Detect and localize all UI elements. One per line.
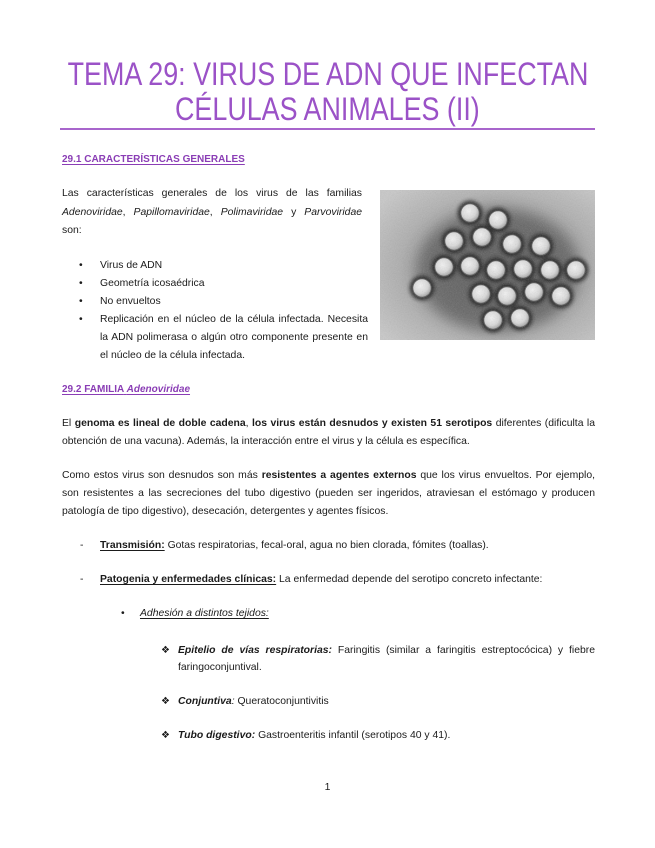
pathogenesis-item	[80, 571, 595, 589]
genome-paragraph	[62, 415, 595, 451]
virus-micrograph-image	[380, 190, 595, 340]
title-line-text: CÉLULAS ANIMALES (II)	[175, 91, 480, 127]
heading-prefix: 29.2 FAMILIA	[62, 384, 124, 395]
bullet-marker: •	[79, 260, 83, 271]
item-text: La enfermedad depende del serotipo concreto infectante:	[279, 574, 543, 585]
paragraph-text: Las características generales de los virus de las familias	[62, 188, 362, 199]
diamond-marker: ❖	[161, 696, 170, 707]
list-item-text: Replicación en el núcleo de la célula infectada. Necesita la ADN polimerasa o algún otro componente presente en el núcleo de la célula infectada.	[100, 314, 368, 361]
adhesion-subitem	[121, 605, 269, 623]
bold-term: los virus están desnudos y existen 51 serotipos	[252, 418, 493, 429]
tissue-label: Tubo digestivo:	[178, 730, 256, 741]
separator: ,	[209, 206, 213, 218]
list-item-text: No envueltos	[100, 296, 161, 307]
tissue-colon: :	[231, 696, 235, 707]
list-item	[79, 293, 368, 311]
section-heading-caracteristicas: 29.1 CARACTERÍSTICAS GENERALES	[62, 154, 245, 165]
item-label: Patogenia y enfermedades clínicas:	[100, 574, 277, 585]
title-line-text: TEMA 29: VIRUS DE ADN QUE INFECTAN	[67, 56, 588, 92]
dash-marker: -	[80, 540, 84, 551]
family-name: Adenoviridae	[62, 206, 123, 218]
diamond-marker: ❖	[161, 730, 170, 741]
micrograph-svg	[380, 190, 595, 340]
item-text: Gotas respiratorias, fecal-oral, agua no bien clorada, fómites (toallas).	[167, 540, 489, 551]
bullet-marker: •	[121, 608, 125, 619]
item-label: Transmisión:	[100, 540, 165, 551]
bullet-marker: •	[79, 296, 83, 307]
features-list	[79, 257, 368, 365]
intro-paragraph	[62, 185, 362, 241]
family-name: Parvoviridae	[304, 206, 363, 218]
tissue-label: Conjuntiva	[178, 696, 232, 707]
dash-marker: -	[80, 574, 84, 585]
list-item	[79, 257, 368, 275]
title-line	[60, 92, 595, 127]
paragraph-text: El	[62, 418, 72, 429]
grain-overlay	[380, 190, 595, 340]
paragraph-text: son:	[62, 225, 82, 236]
separator: ,	[122, 206, 126, 218]
tissue-item-digestive	[161, 727, 595, 744]
separator: y	[291, 206, 297, 218]
title-divider	[60, 128, 595, 130]
list-item	[79, 275, 368, 293]
tissue-item-respiratory	[161, 642, 596, 676]
page-number: 1	[324, 782, 331, 793]
resistance-paragraph	[62, 467, 595, 521]
tissue-label: Epitelio de vías respiratorias:	[178, 645, 332, 656]
paragraph-text: que los virus envueltos. Por ejemplo, son resistentes a las secreciones del tubo digestivo (pueden ser ingeridos, atraviesan el estómago y producen patología de tipo digestivo), desecación, detergentes y agentes físicos.	[62, 470, 595, 517]
tissue-text: Faringitis (similar a faringitis estreptocócica) y fiebre faringoconjuntival.	[178, 645, 596, 673]
diamond-marker: ❖	[161, 645, 170, 656]
page-title	[60, 57, 595, 127]
heading-family: Adenoviridae	[126, 384, 191, 395]
bullet-marker: •	[79, 314, 83, 325]
section-heading-adenoviridae	[62, 382, 190, 398]
subitem-label: Adhesión a distintos tejidos:	[140, 608, 269, 619]
family-name: Polimaviridae	[220, 206, 284, 218]
title-line	[60, 57, 595, 92]
paragraph-text: Como estos virus son desnudos son más	[62, 470, 258, 481]
list-item	[79, 311, 368, 365]
bold-term: resistentes a agentes externos	[261, 470, 417, 481]
transmission-item	[80, 537, 595, 555]
tissue-text: Gastroenteritis infantil (serotipos 40 y 41).	[258, 730, 451, 741]
tissue-text: Queratoconjuntivitis	[237, 696, 329, 707]
family-name: Papillomaviridae	[133, 206, 210, 218]
paragraph-text: ,	[245, 418, 249, 429]
list-item-text: Geometría icosaédrica	[100, 278, 205, 289]
bold-term: genoma es lineal de doble cadena	[74, 418, 246, 429]
bullet-marker: •	[79, 278, 83, 289]
paragraph-text: diferentes (dificulta la obtención de una vacuna). Además, la interacción entre el virus y la célula es específica.	[62, 418, 596, 447]
list-item-text: Virus de ADN	[100, 260, 163, 271]
tissue-item-conjunctiva	[161, 693, 595, 710]
